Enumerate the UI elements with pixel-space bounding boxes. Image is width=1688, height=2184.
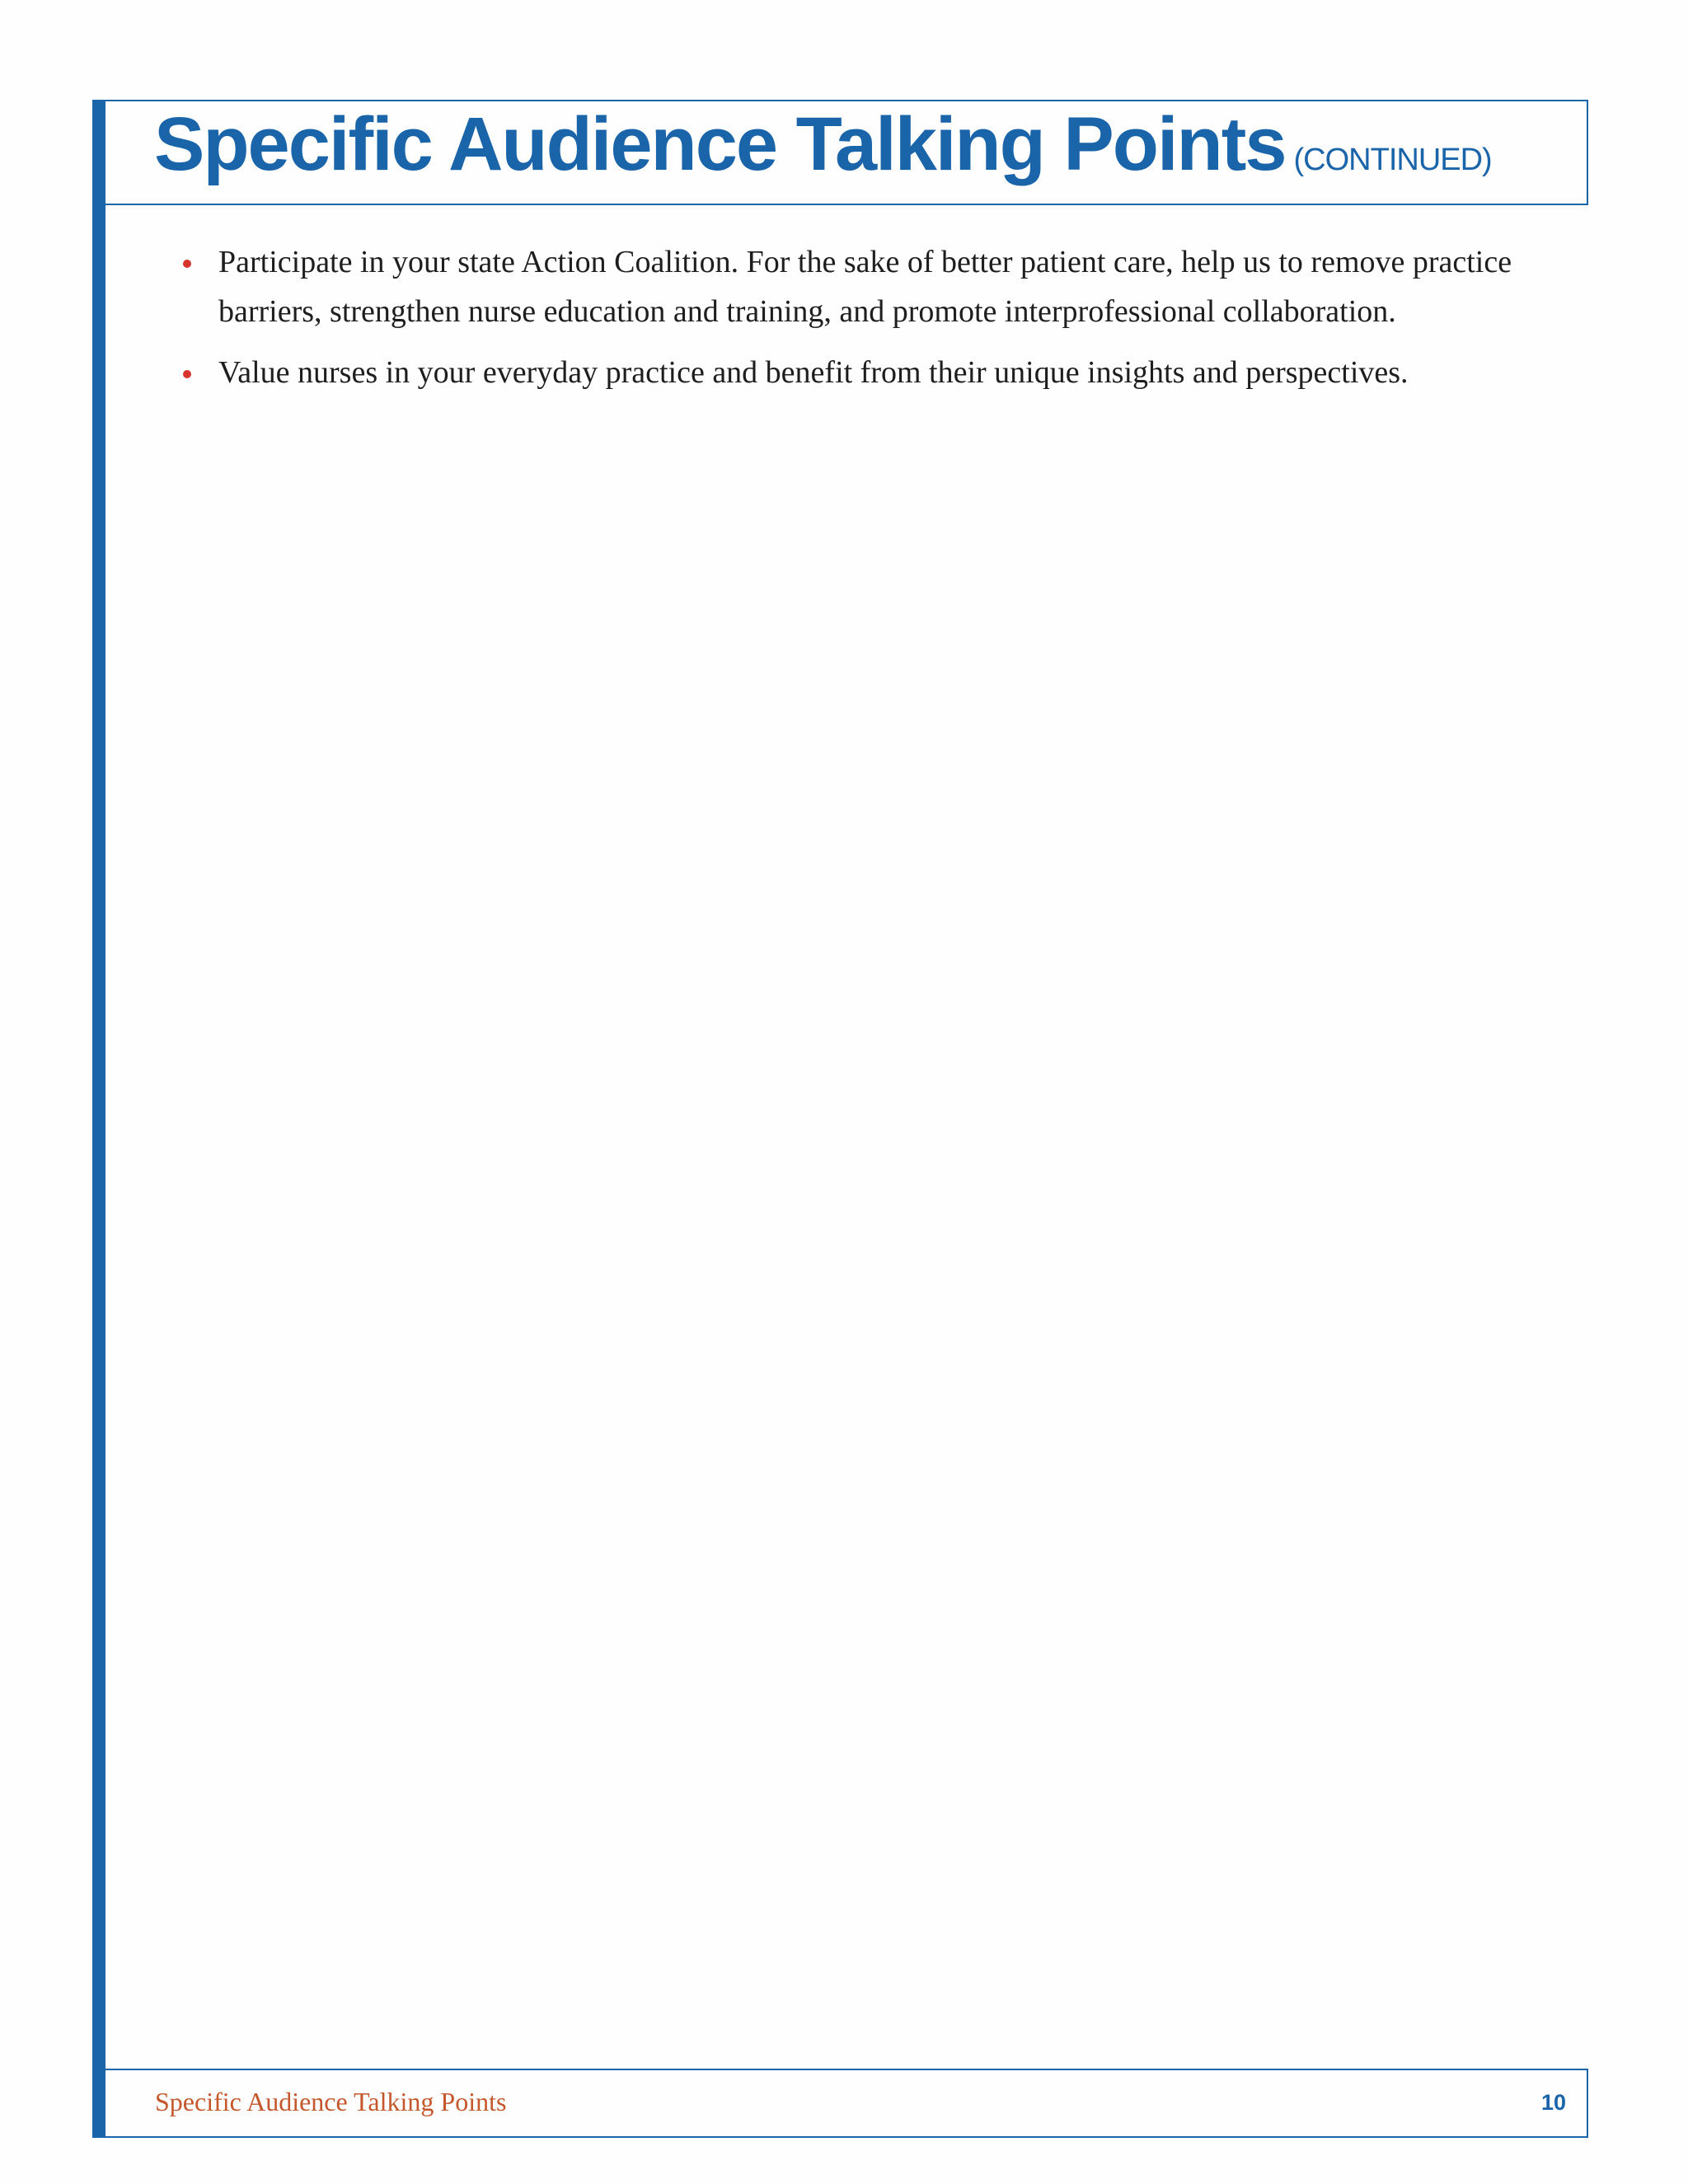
- page-title-main: Specific Audience Talking Points: [154, 102, 1286, 186]
- page-title: [154, 102, 1492, 186]
- list-item: [180, 237, 1531, 336]
- page-title-continued: (CONTINUED): [1293, 143, 1492, 177]
- bullet-dot-icon: [183, 260, 191, 268]
- left-accent-bar: [92, 100, 106, 2138]
- talking-points-list: [180, 237, 1531, 409]
- bullet-dot-icon: [183, 370, 191, 378]
- footer-section-label: Specific Audience Talking Points: [155, 2087, 507, 2116]
- page-footer: [106, 2069, 1588, 2138]
- list-item-text: Participate in your state Action Coalition. For the sake of better patient care, help us to remove practice barriers, strengthen nurse education and training, and promote interprofessional collaboration.: [218, 245, 1512, 329]
- list-item-text: Value nurses in your everyday practice and benefit from their unique insights and perspectives.: [218, 355, 1409, 390]
- list-item: [180, 348, 1531, 397]
- page-header: [106, 100, 1588, 205]
- page-number: 10: [1540, 2090, 1566, 2115]
